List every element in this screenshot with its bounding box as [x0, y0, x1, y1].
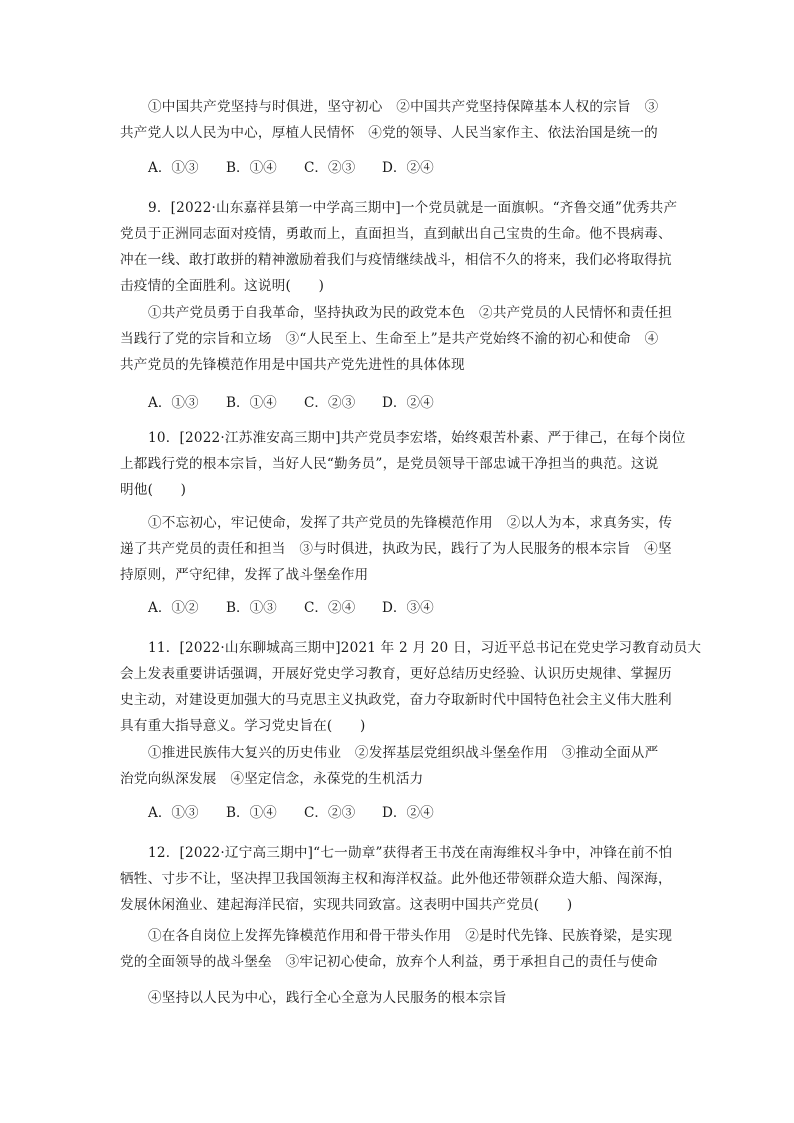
option-line: 递了共产党员的责任和担当 ③与时俱进，执政为民，践行了为人民服务的根本宗旨 ④坚 — [120, 541, 672, 557]
choice-b[interactable]: B．①④ — [226, 805, 277, 821]
choice-b[interactable]: B．①③ — [226, 600, 277, 616]
question-stem-line: 具有重大指导意义。学习党史旨在( ) — [120, 718, 366, 734]
choice-b[interactable]: B．①④ — [226, 160, 277, 176]
option-line: 党的全面领导的战斗堡垒 ③牢记初心使命，放弃个人利益，勇于承担自己的责任与使命 — [120, 954, 658, 970]
choice-a[interactable]: A．①③ — [148, 160, 199, 176]
option-line: 共产党人以人民为中心，厚植人民情怀 ④党的领导、人民当家作主、依法治国是统一的 — [120, 125, 658, 141]
choice-c[interactable]: C．②④ — [304, 600, 356, 616]
choice-c[interactable]: C．②③ — [304, 160, 356, 176]
choice-a[interactable]: A．①③ — [148, 395, 199, 411]
question-stem-line: 11．[2022·山东聊城高三期中]2021 年 2 月 20 日，习近平总书记在党史学习教育动员大 — [148, 640, 702, 656]
choice-c[interactable]: C．②③ — [304, 805, 356, 821]
choice-d[interactable]: D．③④ — [382, 600, 434, 616]
question-stem-line: 击疫情的全面胜利。这说明( ) — [120, 278, 325, 294]
q8-options — [120, 94, 680, 146]
option-line: 持原则，严守纪律，发挥了战斗堡垒作用 — [120, 567, 369, 583]
q10-choices — [120, 595, 680, 621]
question-stem-line: 党员于正洲同志面对疫情，勇敢而上，直面担当，直到献出自己宝贵的生命。他不畏病毒、 — [120, 226, 672, 242]
option-line: ①不忘初心，牢记使命，发挥了共产党员的先锋模范作用 ②以人为本，求真务实，传 — [148, 515, 673, 531]
option-line: ①共产党员勇于自我革命，坚持执政为民的政党本色 ②共产党员的人民情怀和责任担 — [148, 305, 673, 321]
option-line: ④坚持以人民为中心，践行全心全意为人民服务的根本宗旨 — [148, 990, 507, 1006]
choice-d[interactable]: D．②④ — [382, 805, 434, 821]
option-line: 治党向纵深发展 ④坚定信念，永葆党的生机活力 — [120, 771, 424, 787]
q9-options — [120, 300, 680, 378]
option-line: ①中国共产党坚持与时俱进，坚守初心 ②中国共产党坚持保障基本人权的宗旨 ③ — [148, 99, 659, 115]
q10-stem — [120, 425, 686, 503]
choice-d[interactable]: D．②④ — [382, 395, 434, 411]
option-line: 共产党员的先锋模范作用是中国共产党先进性的具体体现 — [120, 357, 465, 373]
option-line: ①在各自岗位上发挥先锋模范作用和骨干带头作用 ②是时代先锋、民族脊梁，是实现 — [148, 928, 673, 944]
question-stem-line: 上都践行党的根本宗旨，当好人民“勤务员”，是党员领导干部忠诚干净担当的典范。这说 — [120, 456, 659, 472]
q11-options — [120, 740, 680, 792]
question-stem-line: 会上发表重要讲话强调，开展好党史学习教育，更好总结历史经验、认识历史规律、掌握历 — [120, 666, 672, 682]
choice-c[interactable]: C．②③ — [304, 395, 356, 411]
question-stem-line: 12．[2022·辽宁高三期中]“七一勋章”获得者王书茂在南海维权斗争中，冲锋在前不怕 — [148, 845, 673, 861]
choice-d[interactable]: D．②④ — [382, 160, 434, 176]
question-stem-line: 9．[2022·山东嘉祥县第一中学高三期中]一个党员就是一面旗帜。“齐鲁交通”优秀共产 — [148, 200, 678, 216]
q9-choices — [120, 390, 680, 416]
question-stem-line: 史主动，对建设更加强大的马克思主义执政党，奋力夺取新时代中国特色社会主义伟大胜利 — [120, 692, 672, 708]
option-line: 当践行了党的宗旨和立场 ③“人民至上、生命至上”是共产党始终不渝的初心和使命 ④ — [120, 331, 659, 347]
question-stem-line: 10．[2022·江苏淮安高三期中]共产党员李宏塔，始终艰苦朴素、严于律己，在每个岗位 — [148, 430, 686, 446]
q12-options — [120, 923, 680, 975]
q10-options — [120, 510, 680, 588]
q12-stem — [120, 840, 680, 918]
q11-stem — [120, 635, 702, 739]
q12-option-4 — [120, 985, 680, 1011]
question-stem-line: 牺牲、寸步不让，坚决捍卫我国领海主权和海洋权益。此外他还带领群众造大船、闯深海， — [120, 871, 672, 887]
choice-a[interactable]: A．①② — [148, 600, 199, 616]
q8-choices — [120, 155, 680, 181]
choice-a[interactable]: A．①③ — [148, 805, 199, 821]
choice-b[interactable]: B．①④ — [226, 395, 277, 411]
q9-stem — [120, 195, 680, 299]
question-stem-line: 发展休闲渔业、建起海洋民宿，实现共同致富。这表明中国共产党员( ) — [120, 897, 573, 913]
option-line: ①推进民族伟大复兴的历史伟业 ②发挥基层党组织战斗堡垒作用 ③推动全面从严 — [148, 745, 659, 761]
q11-choices — [120, 800, 680, 826]
question-stem-line: 冲在一线、敢打敢拼的精神激励着我们与疫情继续战斗，相信不久的将来，我们必将取得抗 — [120, 252, 672, 268]
question-stem-line: 明他( ) — [120, 482, 187, 498]
